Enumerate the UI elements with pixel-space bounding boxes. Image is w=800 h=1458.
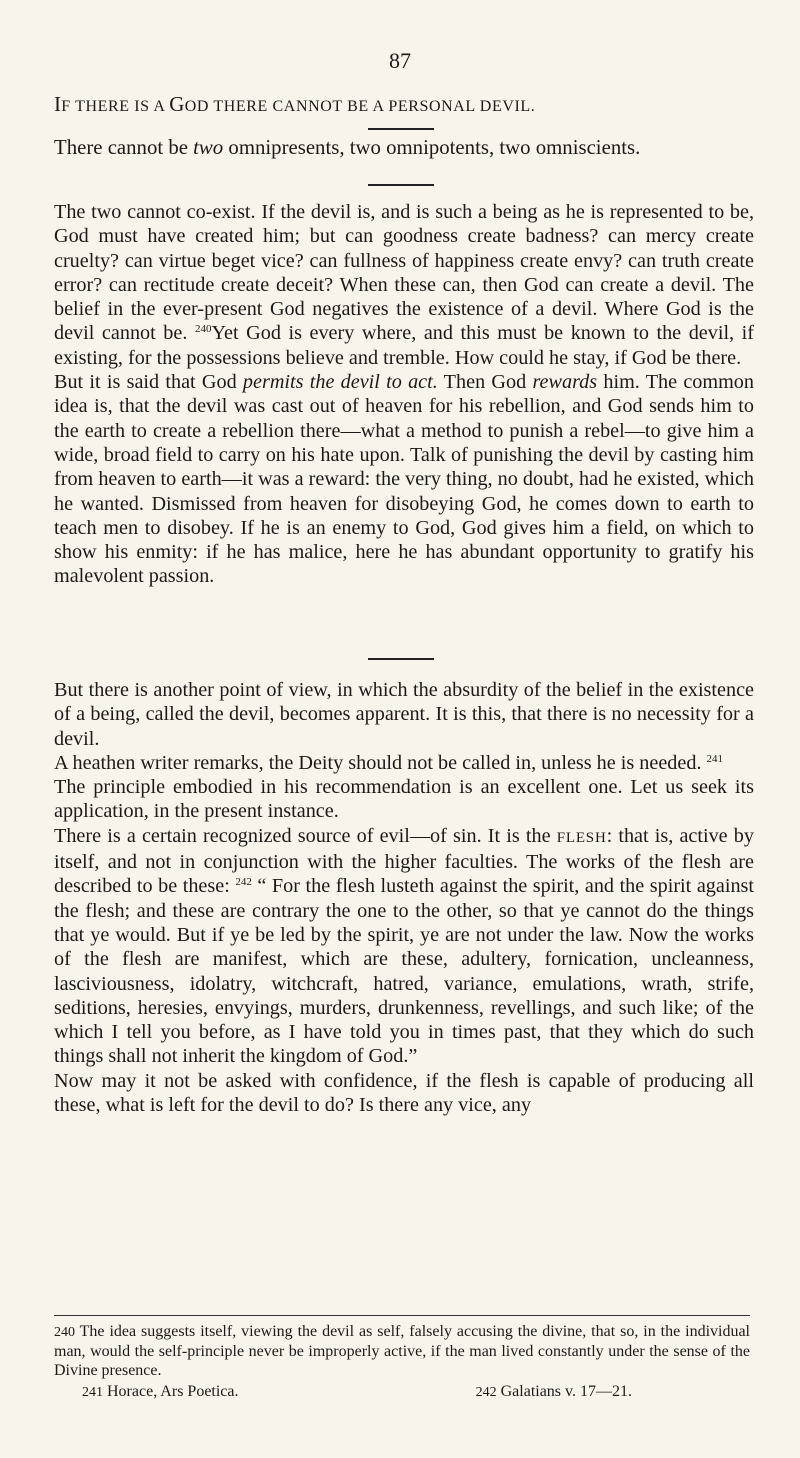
paragraph <box>54 200 754 370</box>
paragraph-text: A heathen writer remarks, the Deity should not be called in, unless he is needed. <box>54 751 707 774</box>
paragraph-text: “ For the flesh lusteth against the spirit, and the spirit against the flesh; and these are contrary the one to the other, so that ye cannot do the things that ye would. But if ye be led by the spirit, ye are not under the law. Now the works of the flesh are manifest, which are these, adultery, fornication, uncleanness, lasciviousness, idolatry, witchcraft, hatred, variance, emulations, wrath, strife, seditions, heresies, envyings, murders, drunkenness, revellings, and such like; of the which I tell you before, as I have told you in times past, that they which do such things shall not inherit the kingdom of God.” <box>54 875 754 1068</box>
lead-sentence <box>54 136 754 160</box>
footnote-text: Galatians v. 17—21. <box>500 1383 632 1400</box>
footnotes <box>54 1322 750 1402</box>
heading-text-1: F THERE IS A <box>61 98 170 115</box>
paragraph-text: There is a certain recognized source of evil—of sin. It is the <box>54 824 557 847</box>
paragraph: But there is another point of view, in which the absurdity of the belief in the existence of a being, called the devil, becomes apparent. It is this, that there is no necessity for a devil. <box>54 679 754 750</box>
footnote-number: 240 <box>54 1325 75 1340</box>
divider-rule <box>368 184 434 186</box>
lead-emphasis: two <box>193 136 224 159</box>
footnote-number: 242 <box>475 1385 497 1400</box>
paragraph <box>54 824 754 1069</box>
footnote-240 <box>54 1322 750 1380</box>
divider-rule <box>368 128 434 130</box>
emphasis-text: permits the devil to act. <box>242 371 438 394</box>
footnote-text: Horace, Ars Poetica. <box>107 1383 239 1400</box>
footnote-row <box>82 1382 742 1402</box>
heading-text-2: OD THERE CANNOT BE A PERSONAL DEVIL. <box>184 98 536 115</box>
heading-initial-g: G <box>169 92 185 116</box>
footnote-ref[interactable]: 242 <box>235 876 252 889</box>
section-1 <box>54 200 754 589</box>
paragraph <box>54 751 754 775</box>
footnote-241 <box>82 1382 239 1402</box>
lead-text-pre: There cannot be <box>54 136 194 159</box>
paragraph: Now may it not be asked with confidence, if the flesh is capable of producing all these, what is left for the devil to do? Is there any vice, any <box>54 1069 754 1117</box>
paragraph-text: Yet God is every where, and this must be known to the devil, if existing, for the possessions believe and tremble. How could he stay, if God be there. <box>54 322 754 369</box>
divider-rule <box>368 658 434 660</box>
section-2 <box>54 678 754 1117</box>
footnote-text: The idea suggests itself, viewing the devil as self, falsely accusing the divine, that so, in the individual man, would the self-principle never be improperly active, if the man lived constantly under the sense of the Divine presence. <box>54 1323 751 1379</box>
paragraph-text: But it is said that God <box>54 371 243 394</box>
chapter-heading <box>54 92 754 117</box>
paragraph-text: : that is, active by itself, and not in conjunction with the higher faculties. The works of the flesh are described to be these: <box>54 824 754 898</box>
lead-text-post: omnipresents, two omnipotents, two omniscients. <box>223 136 641 159</box>
paragraph <box>54 370 754 589</box>
emphasis-text: rewards <box>532 371 598 394</box>
paragraph-text: him. The common idea is, that the devil was cast out of heaven for his rebellion, and God sends him to the earth to create a rebellion there—what a method to punish a rebel—to give him a wide, broad field to carry on his hate upon. Talk of punishing the devil by casting him from heaven to earth—it was a reward: the very thing, no doubt, had he existed, which he wanted. Dismissed from heaven for disobeying God, he comes down to earth to teach men to disobey. If he is an enemy to God, God gives him a field, on which to show his enmity: if he has malice, here he has abundant opportunity to gratify his malevolent passion. <box>54 371 754 588</box>
footnote-separator <box>54 1315 750 1316</box>
footnote-number: 241 <box>82 1385 103 1400</box>
small-caps-text: FLESH <box>556 829 607 846</box>
page-number: 87 <box>389 48 411 73</box>
footnote-ref[interactable]: 240 <box>194 323 212 336</box>
heading-initial-i: I <box>54 92 62 116</box>
paragraph-text: The two cannot co-exist. If the devil is, and is such a being as he is represented to be, God must have created him; but can goodness create badness? can mercy create cruelty? can virtue beget vice? can fullness of happiness create envy? can truth create error? can rectitude create deceit? When these can, then God can create a devil. The belief in the ever-present God negatives the existence of a devil. Where God is the devil cannot be. <box>54 201 754 345</box>
footnote-242 <box>476 1382 632 1402</box>
paragraph-text: Then God <box>437 371 533 394</box>
footnote-ref[interactable]: 241 <box>706 752 724 765</box>
paragraph: The principle embodied in his recommendation is an excellent one. Let us seek its application, in the present instance. <box>54 776 754 823</box>
